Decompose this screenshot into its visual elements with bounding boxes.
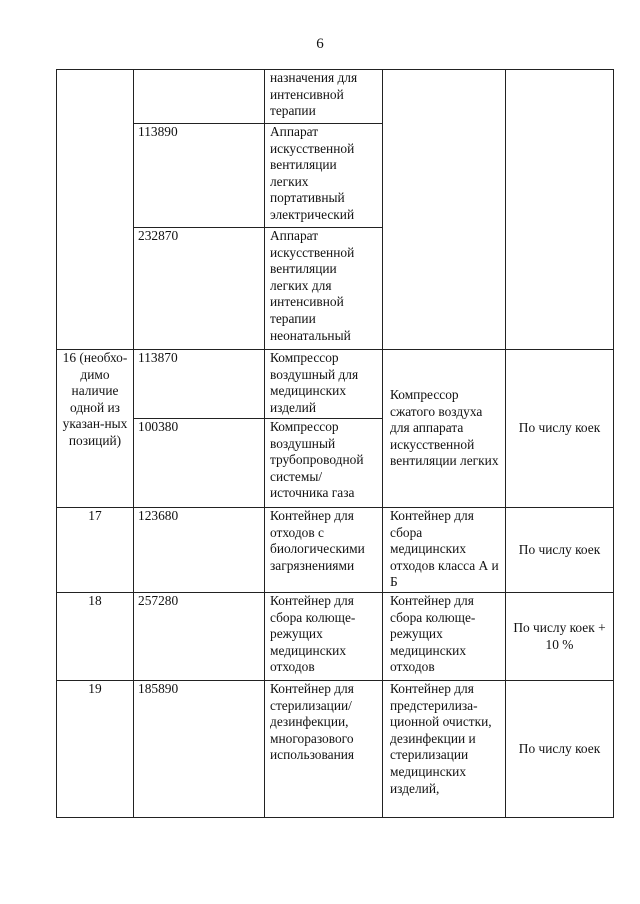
name-cell: Контейнер для отходов с биологическими загрязнениями: [265, 508, 383, 593]
quantity-cell: По числу коек: [506, 508, 614, 593]
code-cell: 113870: [134, 350, 265, 419]
code-cell: 123680: [134, 508, 265, 593]
row-number-cell: 16 (необхо-димо наличие одной из указан-ных позиций): [57, 350, 134, 508]
code-cell: 232870: [134, 228, 265, 350]
description-cell: [383, 70, 506, 350]
table-row: [57, 681, 614, 818]
description-cell: Контейнер для сбора колюще-режущих медицинских отходов: [383, 593, 506, 681]
name-cell: Компрессор воздушный для медицинских изделий: [265, 350, 383, 419]
row-number-cell: 19: [57, 681, 134, 818]
code-cell: 100380: [134, 419, 265, 508]
description-cell: Контейнер для сбора медицинских отходов класса А и Б: [383, 508, 506, 593]
code-cell: 185890: [134, 681, 265, 818]
description-cell: Контейнер для предстерилиза-ционной очистки, дезинфекции и стерилизации медицинских изделий,: [383, 681, 506, 818]
table-row: [57, 593, 614, 681]
quantity-cell: По числу коек + 10 %: [506, 593, 614, 681]
quantity-cell: [506, 70, 614, 350]
name-cell: Контейнер для стерилизации/ дезинфекции, многоразового использования: [265, 681, 383, 818]
quantity-cell: По числу коек: [506, 350, 614, 508]
row-number-cell: [57, 70, 134, 350]
code-cell: [134, 70, 265, 124]
name-cell: Аппарат искусственной вентиляции легких портативный электрический: [265, 124, 383, 228]
name-cell: Компрессор воздушный трубопроводной системы/ источника газа: [265, 419, 383, 508]
code-cell: 257280: [134, 593, 265, 681]
name-cell: Контейнер для сбора колюще-режущих медицинских отходов: [265, 593, 383, 681]
table-row: [57, 350, 614, 419]
row-number-cell: 17: [57, 508, 134, 593]
table-row: [57, 70, 614, 124]
row-number-cell: 18: [57, 593, 134, 681]
quantity-cell: По числу коек: [506, 681, 614, 818]
name-cell: Аппарат искусственной вентиляции легких для интенсивной терапии неонатальный: [265, 228, 383, 350]
page-number: 6: [316, 36, 324, 52]
code-cell: 113890: [134, 124, 265, 228]
description-cell: Компрессор сжатого воздуха для аппарата искусственной вентиляции легких: [383, 350, 506, 508]
equipment-table: [56, 69, 614, 818]
name-cell: назначения для интенсивной терапии: [265, 70, 383, 124]
table-row: [57, 508, 614, 593]
